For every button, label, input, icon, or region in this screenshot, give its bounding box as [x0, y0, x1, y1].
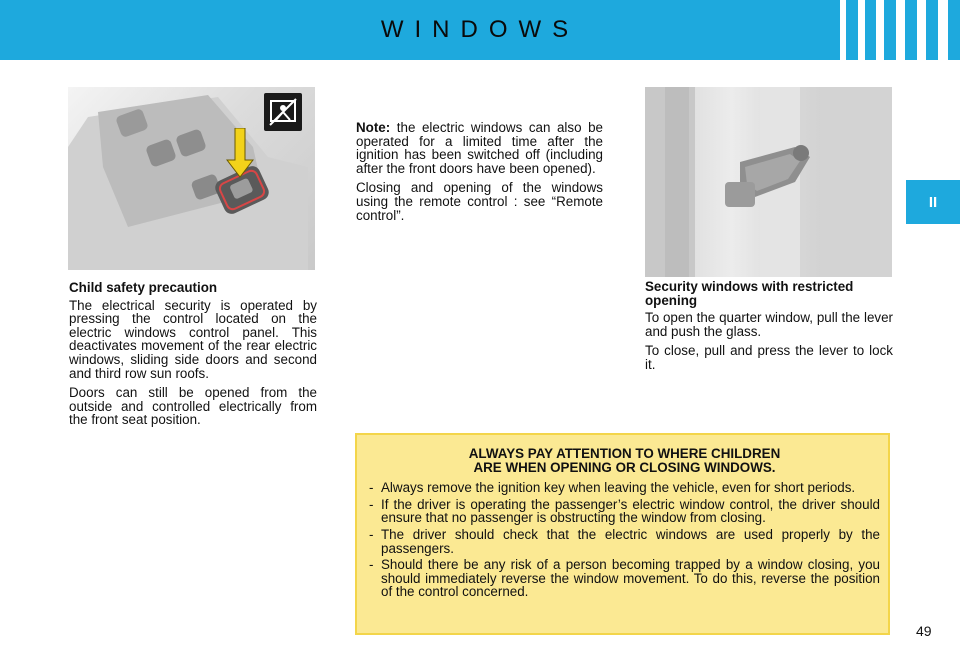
warning-item: [369, 558, 880, 599]
security-windows-heading: Security windows with restricted opening: [645, 279, 854, 308]
note-section: [356, 121, 603, 228]
list-dash: -: [369, 480, 374, 496]
note-label: Note:: [356, 120, 391, 135]
warning-item-text: The driver should check that the electric windows are used properly by the passengers.: [381, 526, 880, 556]
child-safety-paragraph: The electrical security is operated by pressing the control located on the electric windows control panel. This deactivates movement of the rear electric windows, sliding side doors and second and third row sun roofs.: [69, 297, 317, 381]
warning-title: [369, 447, 880, 474]
child-safety-paragraph: Doors can still be opened from the outside and controlled electrically from the front seat position.: [69, 385, 317, 428]
warning-item: [369, 528, 880, 555]
page-header: [0, 0, 960, 60]
page-number: 49: [916, 623, 932, 639]
remote-control-paragraph: Closing and opening of the windows using the remote control : see “Remote control”.: [356, 180, 603, 223]
note-paragraph: [356, 121, 603, 175]
yellow-arrow-icon: [226, 128, 254, 178]
warning-item: [369, 481, 880, 495]
child-lock-icon: [264, 93, 302, 131]
quarter-window-lever-photo: [645, 87, 892, 277]
warning-title-line: ARE WHEN OPENING OR CLOSING WINDOWS.: [473, 459, 776, 475]
warning-box: [355, 433, 890, 635]
warning-item-text: If the driver is operating the passenger’s electric window control, the driver should ensure that no passenger is obstructing the window from closing.: [381, 496, 880, 526]
security-windows-paragraph: To open the quarter window, pull the lever and push the glass.: [645, 310, 893, 339]
list-dash: -: [369, 496, 374, 512]
security-windows-section: [645, 280, 893, 378]
warning-list: [369, 481, 880, 599]
warning-item: [369, 498, 880, 525]
note-text: the electric windows can also be operated for a limited time after the ignition has been switched off (including after the front doors have been opened).: [356, 120, 603, 176]
security-windows-paragraph: To close, pull and press the lever to lock it.: [645, 343, 893, 372]
child-safety-heading: Child safety precaution: [69, 280, 218, 295]
warning-title-line: ALWAYS PAY ATTENTION TO WHERE CHILDREN: [468, 446, 781, 461]
chapter-tab[interactable]: II: [906, 180, 960, 224]
list-dash: -: [369, 557, 374, 573]
warning-item-text: Should there be any risk of a person becoming trapped by a window closing, you should immediately reverse the window movement. To do this, reverse the position of the control concerned.: [381, 557, 880, 600]
warning-item-text: Always remove the ignition key when leaving the vehicle, even for short periods.: [381, 480, 856, 496]
list-dash: -: [369, 526, 374, 542]
header-stripes: [830, 0, 960, 60]
child-safety-section: [69, 281, 317, 433]
page-title: WINDOWS: [380, 16, 580, 43]
